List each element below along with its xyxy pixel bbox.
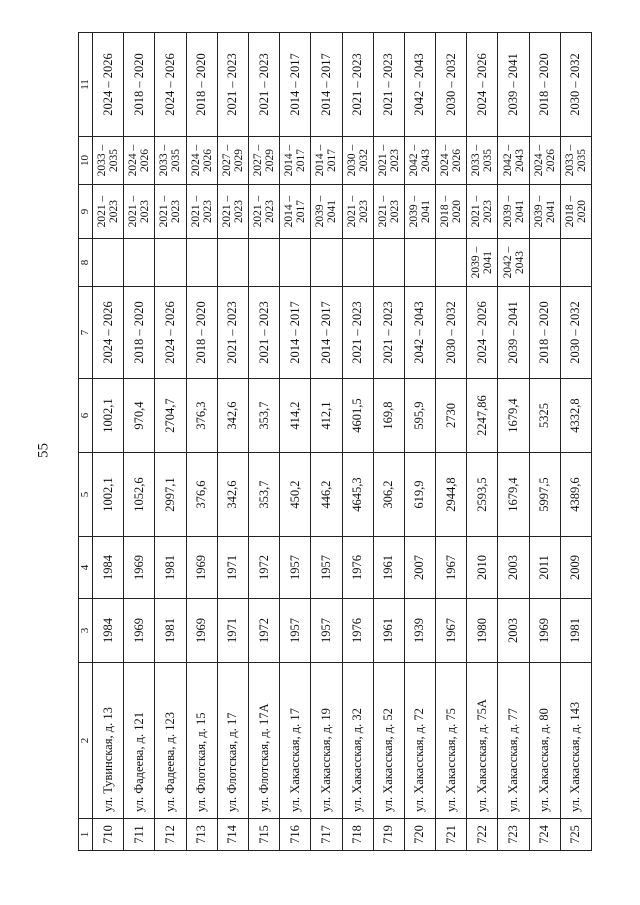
table-cell: 1980 — [467, 599, 498, 663]
table-cell — [373, 239, 404, 287]
table-row — [93, 33, 124, 851]
table-cell: 2042 – 2043 — [404, 287, 435, 379]
table-cell: 2003 — [498, 537, 529, 599]
table-cell: 2018 – 2020 — [186, 287, 217, 379]
table-cell: 2018 – 2020 — [186, 33, 217, 137]
table-cell: 5325 — [529, 379, 560, 453]
table-cell: 2024 – 2026 — [155, 33, 186, 137]
table-cell: 2030 – 2032 — [436, 33, 467, 137]
table-cell: 2021 – 2023 — [248, 185, 279, 239]
table-cell: 1967 — [436, 537, 467, 599]
table-row — [124, 33, 155, 851]
table-cell: 1002,1 — [93, 379, 124, 453]
table-cell: ул. Хакасская, д. 80 — [529, 663, 560, 819]
table-row — [342, 33, 373, 851]
table-cell: 725 — [560, 819, 591, 851]
table-cell: ул. Хакасская, д. 77 — [498, 663, 529, 819]
table-cell: 2021 – 2023 — [217, 287, 248, 379]
table-cell: 5997,5 — [529, 453, 560, 537]
table-cell: 1971 — [217, 599, 248, 663]
table-row — [280, 33, 311, 851]
table-cell: 2021 – 2023 — [248, 33, 279, 137]
table-cell — [404, 239, 435, 287]
table-cell: 2039 – 2041 — [498, 185, 529, 239]
table-cell: 2039 – 2041 — [498, 287, 529, 379]
table-cell: 2014 – 2017 — [311, 137, 342, 185]
table-cell: 2021 – 2023 — [342, 287, 373, 379]
column-header: 7 — [79, 287, 93, 379]
table-cell: 2021 – 2023 — [93, 185, 124, 239]
table-cell: 2007 — [404, 537, 435, 599]
table-cell: 4645,3 — [342, 453, 373, 537]
table-row — [155, 33, 186, 851]
table-cell: 710 — [93, 819, 124, 851]
table-cell: 595,9 — [404, 379, 435, 453]
table-cell — [342, 239, 373, 287]
table-cell: 1971 — [217, 537, 248, 599]
table-cell: 2039 – 2041 — [498, 33, 529, 137]
table-cell: 2014 – 2017 — [280, 137, 311, 185]
table-cell: 2024 – 2026 — [529, 137, 560, 185]
table-cell — [93, 239, 124, 287]
table-row — [560, 33, 591, 851]
table-cell: ул. Флотская, д. 15 — [186, 663, 217, 819]
table-cell: 1052,6 — [124, 453, 155, 537]
table-row — [436, 33, 467, 851]
table-cell: 2042 – 2043 — [404, 137, 435, 185]
table-cell: 1969 — [124, 537, 155, 599]
table-cell: 716 — [280, 819, 311, 851]
table-cell: 2042 – 2043 — [404, 33, 435, 137]
table-cell: 4389,6 — [560, 453, 591, 537]
table-cell: ул. Хакасская, д. 75А — [467, 663, 498, 819]
table-cell: 2021 – 2023 — [373, 33, 404, 137]
table-cell: 712 — [155, 819, 186, 851]
table-cell: ул. Флотская, д. 17 — [217, 663, 248, 819]
table-cell: 4601,5 — [342, 379, 373, 453]
table-cell: 2021 – 2023 — [155, 185, 186, 239]
table-row — [248, 33, 279, 851]
table-cell: 2021 – 2023 — [342, 33, 373, 137]
table-cell: 2033 – 2035 — [560, 137, 591, 185]
table-cell: 306,2 — [373, 453, 404, 537]
table-cell: 1984 — [93, 537, 124, 599]
table-cell: 2024 – 2026 — [467, 33, 498, 137]
table-cell: 2024 – 2026 — [93, 287, 124, 379]
column-header: 3 — [79, 599, 93, 663]
table-cell: 718 — [342, 819, 373, 851]
table-cell: ул. Хакасская, д. 75 — [436, 663, 467, 819]
table-header-row — [79, 33, 93, 851]
table-cell: 2039 – 2041 — [311, 185, 342, 239]
table-cell: 722 — [467, 819, 498, 851]
column-header: 9 — [79, 185, 93, 239]
table-cell: 1679,4 — [498, 379, 529, 453]
table-cell: 723 — [498, 819, 529, 851]
table-cell: 2039 – 2041 — [529, 185, 560, 239]
column-header: 6 — [79, 379, 93, 453]
table-cell: ул. Хакасская, д. 72 — [404, 663, 435, 819]
table-cell: ул. Фадеева, д. 123 — [155, 663, 186, 819]
table-cell: 412,1 — [311, 379, 342, 453]
table-cell: 715 — [248, 819, 279, 851]
table-cell: 2042 – 2043 — [498, 239, 529, 287]
table-cell: 2021 – 2023 — [342, 185, 373, 239]
table-cell: 2033 – 2035 — [155, 137, 186, 185]
table-cell: 2030 – 2032 — [436, 287, 467, 379]
column-header: 2 — [79, 663, 93, 819]
table-cell: 1957 — [280, 599, 311, 663]
table-cell: 342,6 — [217, 453, 248, 537]
table-cell: 970,4 — [124, 379, 155, 453]
table-cell: 2014 – 2017 — [280, 287, 311, 379]
table-cell: 4332,8 — [560, 379, 591, 453]
table-cell: 1981 — [155, 599, 186, 663]
table-cell: 2021 – 2023 — [186, 185, 217, 239]
table-cell: 2247,86 — [467, 379, 498, 453]
table-cell — [217, 239, 248, 287]
table-cell: 2014 – 2017 — [280, 185, 311, 239]
table-row — [529, 33, 560, 851]
table-cell: 2024 – 2026 — [186, 137, 217, 185]
table-cell: ул. Хакасская, д. 17 — [280, 663, 311, 819]
table-cell: 2039 – 2041 — [467, 239, 498, 287]
table-cell: 1939 — [404, 599, 435, 663]
table-cell: 2024 – 2026 — [155, 287, 186, 379]
table-cell: 2039 – 2041 — [404, 185, 435, 239]
table-cell: ул. Хакасская, д. 143 — [560, 663, 591, 819]
table-cell: 2018 – 2020 — [124, 33, 155, 137]
table-cell: 2014 – 2017 — [311, 287, 342, 379]
table-cell: 376,6 — [186, 453, 217, 537]
table-row — [373, 33, 404, 851]
table-cell: 2024 – 2026 — [93, 33, 124, 137]
table-cell: 2021 – 2023 — [217, 33, 248, 137]
table-cell: 2021 – 2023 — [373, 287, 404, 379]
table-cell: 2018 – 2020 — [560, 185, 591, 239]
table-cell: 1984 — [93, 599, 124, 663]
table-cell: 719 — [373, 819, 404, 851]
table-cell: ул. Хакасская, д. 32 — [342, 663, 373, 819]
table-cell: 717 — [311, 819, 342, 851]
table-cell: 2024 – 2026 — [436, 137, 467, 185]
table-cell: 2944,8 — [436, 453, 467, 537]
table-cell — [186, 239, 217, 287]
table-cell: 1957 — [311, 599, 342, 663]
table-row — [186, 33, 217, 851]
table-cell: 2030 – 2032 — [560, 287, 591, 379]
table-cell: 2018 – 2020 — [436, 185, 467, 239]
table-cell: 1969 — [186, 537, 217, 599]
table-cell: 450,2 — [280, 453, 311, 537]
table-cell: 1969 — [124, 599, 155, 663]
table-cell: ул. Флотская, д. 17А — [248, 663, 279, 819]
table-cell: 2011 — [529, 537, 560, 599]
column-header: 11 — [79, 33, 93, 137]
page-number: 55 — [35, 443, 52, 458]
table-cell: 2024 – 2026 — [467, 287, 498, 379]
table-cell: 1981 — [155, 537, 186, 599]
table-cell: 1972 — [248, 537, 279, 599]
housing-repair-table — [78, 32, 592, 851]
table-cell: 2009 — [560, 537, 591, 599]
table-cell: 2018 – 2020 — [529, 33, 560, 137]
table-cell: 2042 – 2043 — [498, 137, 529, 185]
table-cell: 2021 – 2023 — [124, 185, 155, 239]
table-cell: ул. Хакасская, д. 19 — [311, 663, 342, 819]
table-cell: 1957 — [311, 537, 342, 599]
table-cell — [529, 239, 560, 287]
table-cell: 1969 — [186, 599, 217, 663]
table-cell: 2027 – 2029 — [217, 137, 248, 185]
table-cell: 2021 – 2023 — [217, 185, 248, 239]
table-cell — [436, 239, 467, 287]
table-cell: ул. Хакасская, д. 52 — [373, 663, 404, 819]
table-cell: 713 — [186, 819, 217, 851]
table-cell: 711 — [124, 819, 155, 851]
table-row — [217, 33, 248, 851]
table-cell: 721 — [436, 819, 467, 851]
table-cell — [311, 239, 342, 287]
table-cell — [560, 239, 591, 287]
table-cell: 724 — [529, 819, 560, 851]
column-header: 10 — [79, 137, 93, 185]
table-cell: 1002,1 — [93, 453, 124, 537]
table-cell: 720 — [404, 819, 435, 851]
table-cell: 376,3 — [186, 379, 217, 453]
table-cell: 1957 — [280, 537, 311, 599]
table-cell: ул. Тувинская, д. 13 — [93, 663, 124, 819]
column-header: 4 — [79, 537, 93, 599]
table-cell: 714 — [217, 819, 248, 851]
table-cell: 2021 – 2023 — [373, 185, 404, 239]
table-cell — [248, 239, 279, 287]
table-cell: 353,7 — [248, 379, 279, 453]
table-cell: 2593,5 — [467, 453, 498, 537]
table-cell: 2010 — [467, 537, 498, 599]
table-cell: 2030 – 2032 — [342, 137, 373, 185]
table-cell — [124, 239, 155, 287]
table-cell: 1976 — [342, 537, 373, 599]
table-cell: 2704,7 — [155, 379, 186, 453]
column-header: 1 — [79, 819, 93, 851]
table-cell: 2027 – 2029 — [248, 137, 279, 185]
table-cell: 1981 — [560, 599, 591, 663]
table-row — [467, 33, 498, 851]
table-row — [498, 33, 529, 851]
table-cell: 1972 — [248, 599, 279, 663]
table-cell: 342,6 — [217, 379, 248, 453]
table-cell: ул. Фадеева, д. 121 — [124, 663, 155, 819]
table-cell: 2030 – 2032 — [560, 33, 591, 137]
table-cell: 2021 – 2023 — [373, 137, 404, 185]
table-cell: 414,2 — [280, 379, 311, 453]
table-cell: 1976 — [342, 599, 373, 663]
table-row — [404, 33, 435, 851]
table-cell — [280, 239, 311, 287]
table-cell: 2018 – 2020 — [124, 287, 155, 379]
table-cell: 169,8 — [373, 379, 404, 453]
table-cell: 446,2 — [311, 453, 342, 537]
table-cell: 619,9 — [404, 453, 435, 537]
table-cell: 1961 — [373, 599, 404, 663]
table-cell: 2003 — [498, 599, 529, 663]
table-cell — [155, 239, 186, 287]
table-row — [311, 33, 342, 851]
column-header: 5 — [79, 453, 93, 537]
column-header: 8 — [79, 239, 93, 287]
table-cell: 2021 – 2023 — [248, 287, 279, 379]
table-cell: 2014 – 2017 — [280, 33, 311, 137]
table-cell: 1679,4 — [498, 453, 529, 537]
table-cell: 2021 – 2023 — [467, 185, 498, 239]
table-cell: 1967 — [436, 599, 467, 663]
table-cell: 1961 — [373, 537, 404, 599]
table-cell: 2730 — [436, 379, 467, 453]
table-cell: 2997,1 — [155, 453, 186, 537]
table-cell: 2033 – 2035 — [93, 137, 124, 185]
rotated-table-container — [78, 33, 592, 851]
table-cell: 2014 – 2017 — [311, 33, 342, 137]
table-cell: 2033 – 2035 — [467, 137, 498, 185]
table-cell: 353,7 — [248, 453, 279, 537]
table-cell: 2024 – 2026 — [124, 137, 155, 185]
table-cell: 2018 – 2020 — [529, 287, 560, 379]
table-cell: 1969 — [529, 599, 560, 663]
